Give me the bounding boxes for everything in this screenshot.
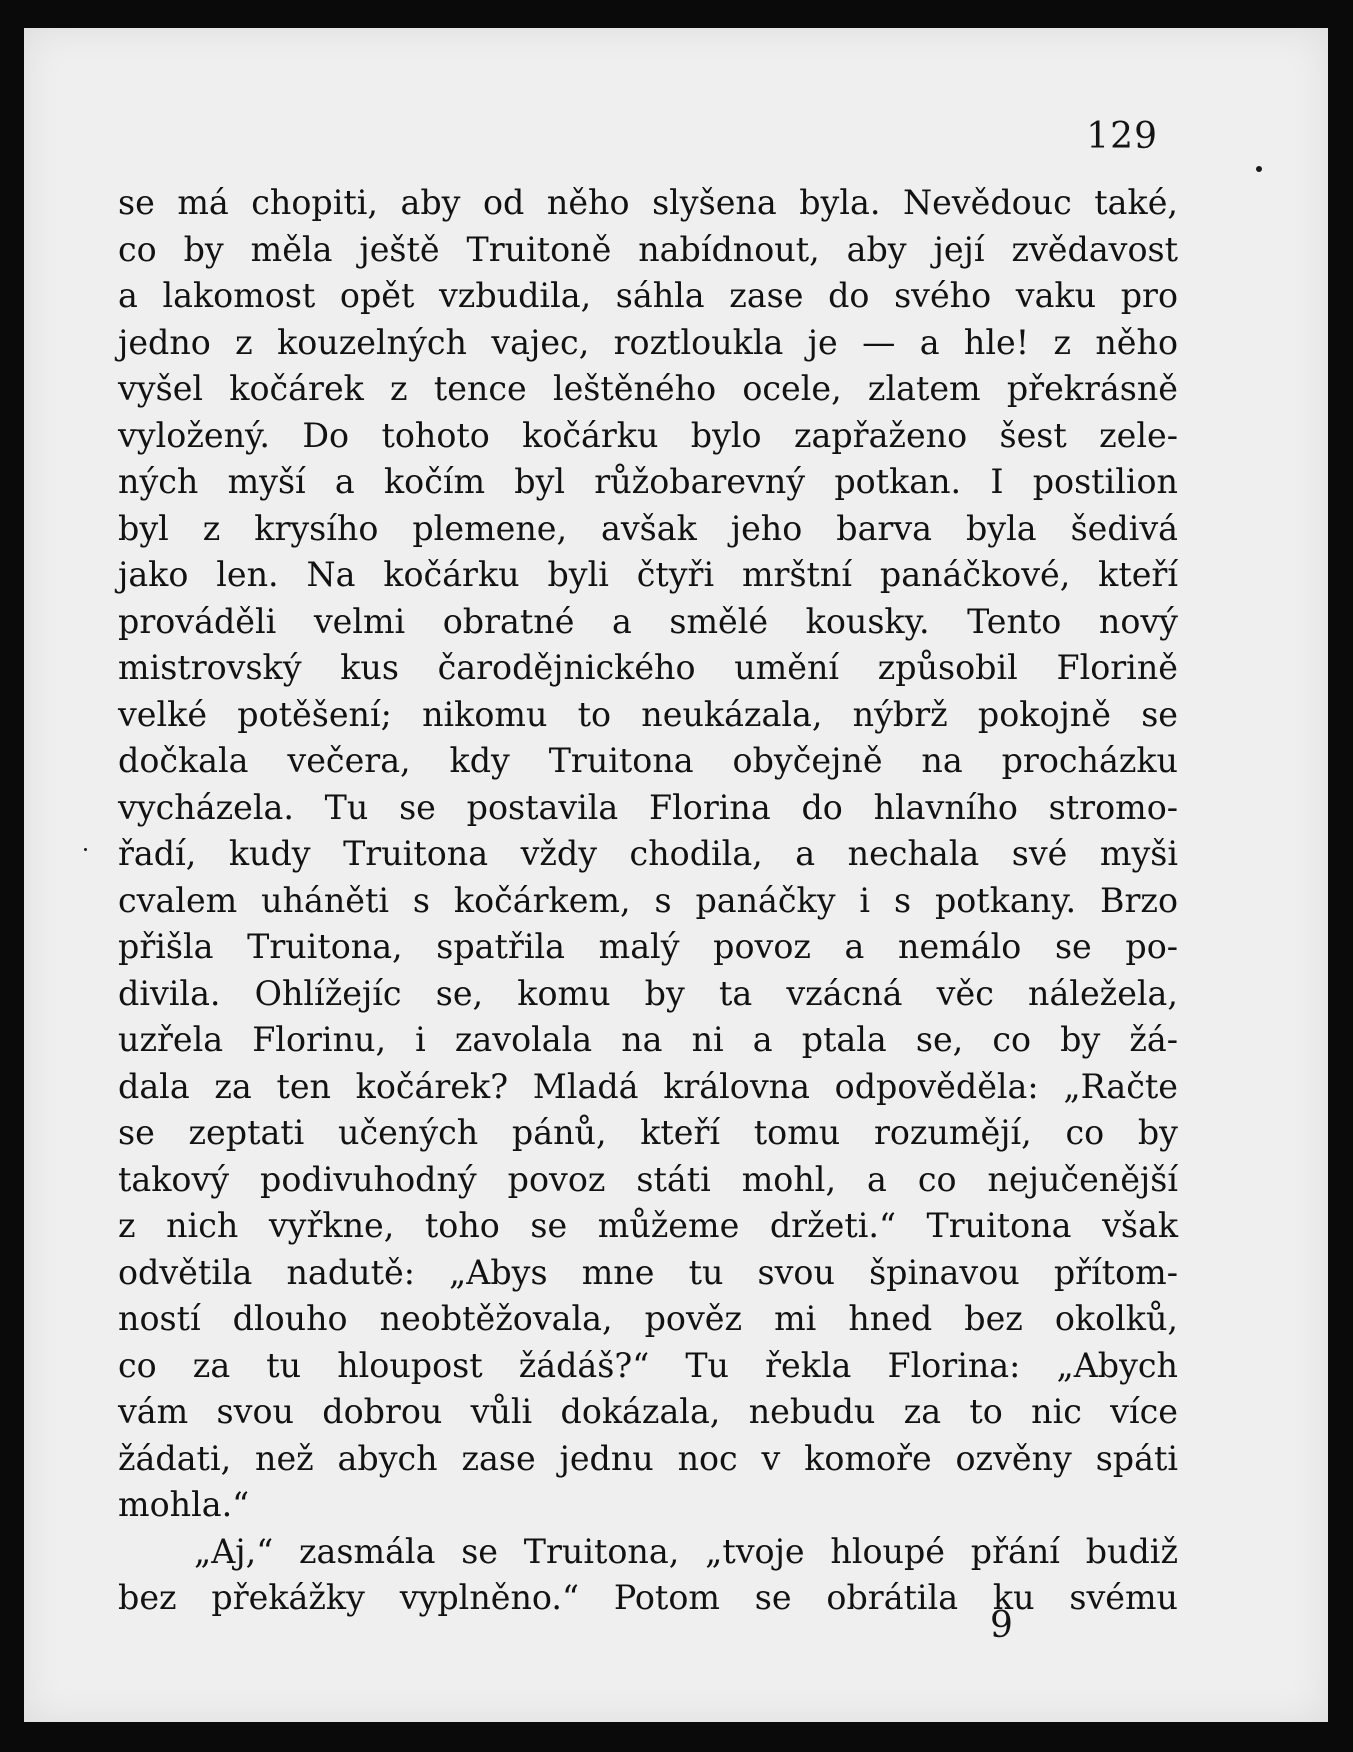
text-line: žádati, než abych zase jednu noc v komoře ozvěny spáti [118,1438,1178,1478]
ink-speck [84,848,87,851]
text-line: dočkala večera, kdy Truitona obyčejně na procházku [118,741,1178,780]
text-line: vyložený. Do tohoto kočárku bylo zapřaženo šest zele- [118,415,1178,455]
text-line: z nich vyřkne, toho se můžeme držeti.“ Truitona však [118,1206,1178,1245]
ink-speck [1256,166,1262,172]
text-line: co by měla ještě Truitoně nabídnout, aby její zvědavost [118,229,1178,269]
book-page [24,28,1328,1722]
text-line: dala za ten kočárek? Mladá královna odpověděla: „Račte [118,1066,1178,1106]
text-line: divila. Ohlížejíc se, komu by ta vzácná věc náležela, [118,973,1178,1013]
text-line: cvalem uháněti s kočárkem, s panáčky i s potkany. Brzo [118,880,1178,920]
text-line: přišla Truitona, spatřila malý povoz a nemálo se po- [118,927,1178,966]
text-line: odvětila nadutě: „Abys mne tu svou špinavou přítom- [118,1252,1178,1292]
text-line: prováděli velmi obratné a smělé kousky. Tento nový [118,601,1178,641]
text-line: vám svou dobrou vůli dokázala, nebudu za to nic více [118,1392,1178,1431]
text-line: jako len. Na kočárku byli čtyři mrštní panáčkové, kteří [118,555,1178,594]
text-line: jedno z kouzelných vajec, roztloukla je — a hle! z něho [118,322,1178,362]
text-line: byl z krysího plemene, avšak jeho barva byla šedivá [118,508,1178,548]
text-line: se zeptati učených pánů, kteří tomu rozumějí, co by [118,1113,1178,1152]
text-line: ností dlouho neobtěžovala, pověz mi hned bez okolků, [118,1299,1178,1338]
text-line: vycházela. Tu se postavila Florina do hlavního stromo- [118,787,1178,827]
text-line: takový podivuhodný povoz státi mohl, a co nejučenější [118,1159,1178,1199]
text-line: velké potěšení; nikomu to neukázala, nýbrž pokojně se [118,694,1178,734]
text-line: bez překážky vyplněno.“ Potom se obrátila ku svému [118,1578,1178,1617]
text-line: řadí, kudy Truitona vždy chodila, a nechala své myši [118,834,1178,873]
text-line: a lakomost opět vzbudila, sáhla zase do svého vaku pro [118,276,1178,315]
signature-mark: 9 [990,1605,1013,1646]
body-text [118,180,1178,1622]
text-line: uzřela Florinu, i zavolala na ni a ptala se, co by žá- [118,1020,1178,1059]
text-line: ných myší a kočím byl růžobarevný potkan. I postilion [118,462,1178,501]
text-line: mohla.“ [118,1485,250,1524]
text-line: „Aj,“ zasmála se Truitona, „tvoje hloupé přání budiž [194,1531,1178,1571]
text-line: mistrovský kus čarodějnického umění způsobil Florině [118,648,1178,687]
text-line: se má chopiti, aby od něho slyšena byla. Nevědouc také, [118,183,1178,222]
text-line: vyšel kočárek z tence leštěného ocele, zlatem překrásně [118,369,1178,408]
text-line: co za tu hloupost žádáš?“ Tu řekla Florina: „Abych [118,1345,1178,1385]
page-number: 129 [1086,116,1158,157]
